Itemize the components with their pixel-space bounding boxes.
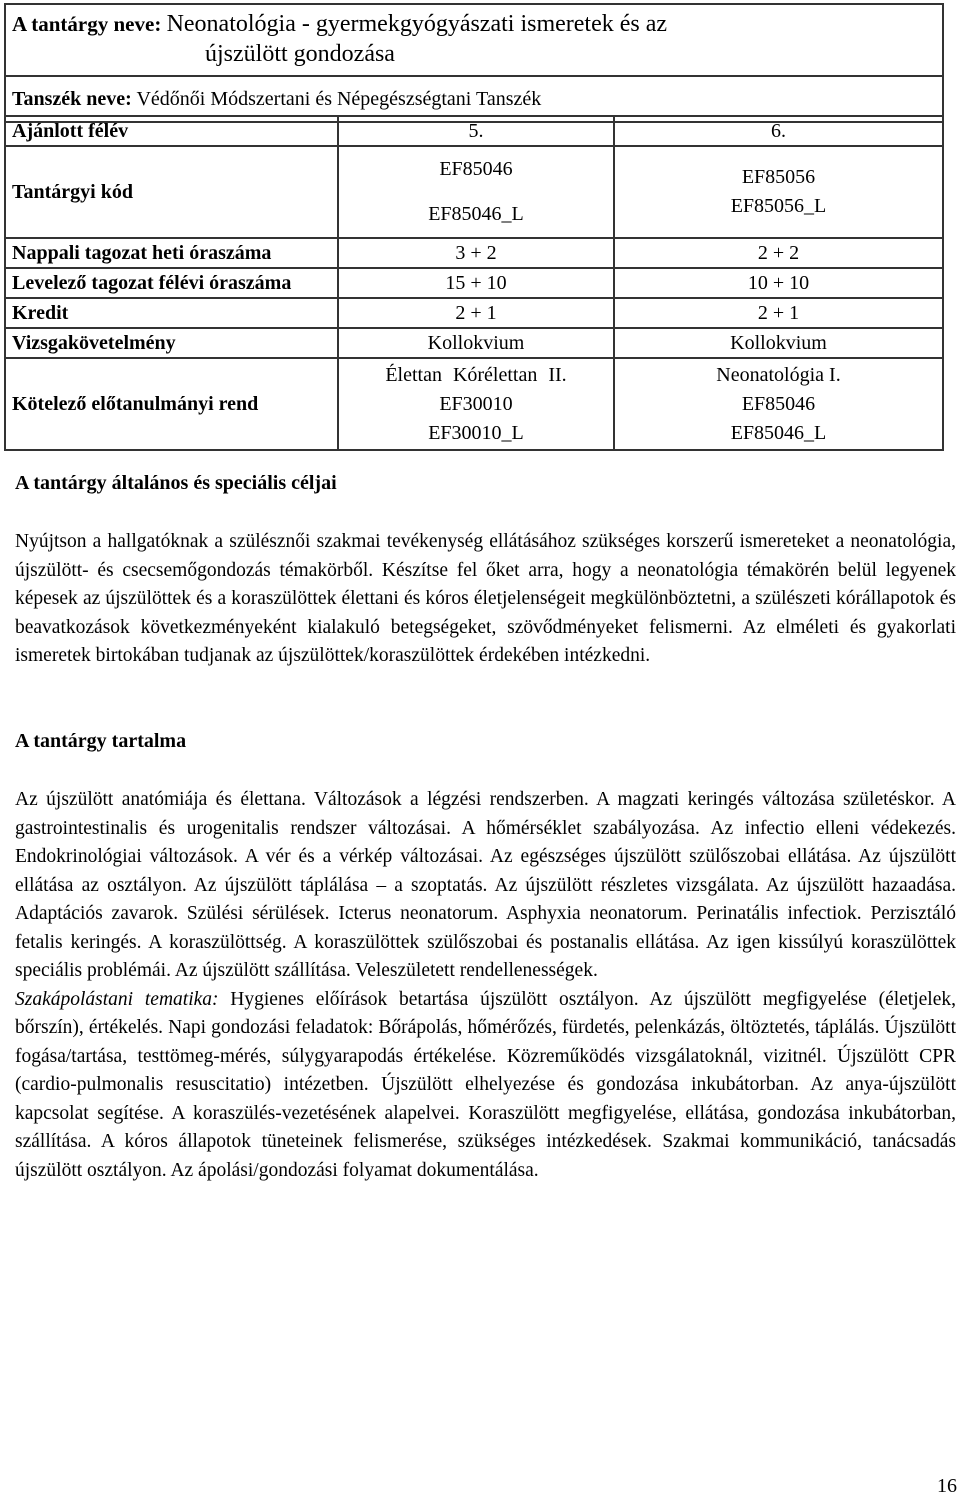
code-row [5, 146, 943, 238]
course-name-label: A tantárgy neve: [12, 12, 162, 36]
prereq-col2-b: EF85046 [741, 392, 816, 415]
corr-hours-label: Levelező tagozat félévi óraszáma [5, 268, 338, 298]
prereq-col1-c: EF30010_L [428, 421, 524, 444]
credit-label: Kredit [5, 298, 338, 328]
corr-hours-col2: 10 + 10 [614, 268, 943, 298]
content-heading: A tantárgy tartalma [15, 730, 187, 752]
code-col2 [614, 146, 943, 238]
exam-row [5, 328, 943, 358]
goals-heading: A tantárgy általános és speciális céljai [15, 472, 337, 494]
department-label: Tanszék neve: [12, 87, 132, 110]
prereq-col1-a: Élettan Kórélettan II. [385, 363, 567, 386]
semester-label: Ajánlott félév [5, 116, 338, 146]
nursing-topics-text: Hygienes előírások betartása újszülött osztályon. Az újszülött megfigyelése (életjelek, bőrszín), értékelés. Napi gondozási feladatok: Bőrápolás, hőmérőzés, fürdetés, pelenkázás, öltöztetés, táplálás. Újszülött fogása/tartása, testtömeg-mérés, súlygyarapodás értékelése. Közreműködés vizsgálatoknál, vizitnél. Újszülött CPR (cardio-pulmonalis resuscitatio) intézetben. Újszülött elhelyezése és gondozása inkubátorban. Az anya-újszülött kapcsolat segítése. A koraszülés-vezetésének alapelvei. Koraszülött megfigyelése, ellátása, gondozása inkubátorban, szállítása. A kóros állapotok tüneteinek felismerése, szükséges intézkedések. Szakmai kommunikáció, tanácsadás újszülött osztályon. Az ápolási/gondozási folyamat dokumentálása. [15, 988, 956, 1181]
exam-label: Vizsgakövetelmény [5, 328, 338, 358]
semester-col2: 6. [614, 116, 943, 146]
code-col1-a: EF85046 [439, 158, 513, 180]
page-number: 16 [937, 1475, 957, 1497]
day-hours-row [5, 238, 943, 268]
course-name: Neonatológia - gyermekgyógyászati ismeretek és az [166, 11, 668, 37]
course-name-row [6, 9, 942, 77]
code-label: Tantárgyi kód [5, 146, 338, 238]
prereq-col2-c: EF85046_L [730, 421, 827, 444]
day-hours-col1: 3 + 2 [338, 238, 614, 268]
exam-col2: Kollokvium [614, 328, 943, 358]
prereq-row [5, 358, 943, 450]
semester-row [5, 116, 943, 146]
prereq-col2 [614, 358, 943, 450]
department-name: Védőnői Módszertani és Népegészségtani Tanszék [136, 87, 542, 110]
code-col1 [338, 146, 614, 238]
prereq-col1 [338, 358, 614, 450]
code-col2-a: EF85056 [741, 166, 816, 188]
corr-hours-row [5, 268, 943, 298]
course-header-box [4, 3, 944, 123]
code-col1-b: EF85046_L [428, 203, 524, 225]
nursing-topics-label: Szakápolástani tematika: [15, 988, 219, 1010]
day-hours-col2: 2 + 2 [614, 238, 943, 268]
prereq-label: Kötelező előtanulmányi rend [5, 358, 338, 450]
corr-hours-col1: 15 + 10 [338, 268, 614, 298]
code-col2-b: EF85056_L [730, 195, 827, 217]
prereq-col2-a: Neonatológia I. [716, 363, 841, 386]
day-hours-label: Nappali tagozat heti óraszáma [5, 238, 338, 268]
course-name-line2: újszülött gondozása [205, 41, 395, 67]
credit-col1: 2 + 1 [338, 298, 614, 328]
content-text: Az újszülött anatómiája és élettana. Változások a légzési rendszerben. A magzati keringés változása születéskor. A gastrointestinalis és urogenitalis rendszer változásai. A hőmérséklet szabályozása. Az infectio elleni védekezés. Endokrinológiai változások. A vér és a vérkép változásai. Az egészséges újszülött szülőszobai ellátása. Az újszülött ellátása az osztályon. Az újszülött táplálása – a szoptatás. Az újszülött részletes vizsgálata. Az újszülött hazaadása. Adaptációs zavarok. Szülési sérülések. Icterus neonatorum. Asphyxia neonatorum. Perinatális infectiok. Perzisztáló fetalis keringés. A koraszülöttség. A koraszülöttek szülőszobai és postanalis ellátása. Az igen kissúlyú koraszülöttek speciális problémái. Az újszülött szállítása. Veleszületett rendellenességek. [15, 789, 956, 981]
credit-row [5, 298, 943, 328]
credit-col2: 2 + 1 [614, 298, 943, 328]
content-paragraph [15, 786, 956, 1185]
semester-col1: 5. [338, 116, 614, 146]
goals-paragraph: Nyújtson a hallgatóknak a szülésznői szakmai tevékenység ellátásához szükséges korszerű ismereteket a neonatológia, újszülött- és csecsemőgondozás témakörből. Készítse fel őket arra, hogy a neonatológia témakörén belül legyenek képesek az újszülöttek és a koraszülöttek élettani és kóros életjelenségeit megkülönböztetni, a szülészeti kórállapotok és beavatkozások következményeként kialakuló betegségeket, szövődményeket felismerni. Az elméleti és gyakorlati ismeretek birtokában tudjanak az újszülöttek/koraszülöttek érdekében intézkedni. [15, 531, 956, 666]
prereq-col1-b: EF30010 [439, 392, 513, 415]
exam-col1: Kollokvium [338, 328, 614, 358]
course-info-table [4, 115, 944, 451]
